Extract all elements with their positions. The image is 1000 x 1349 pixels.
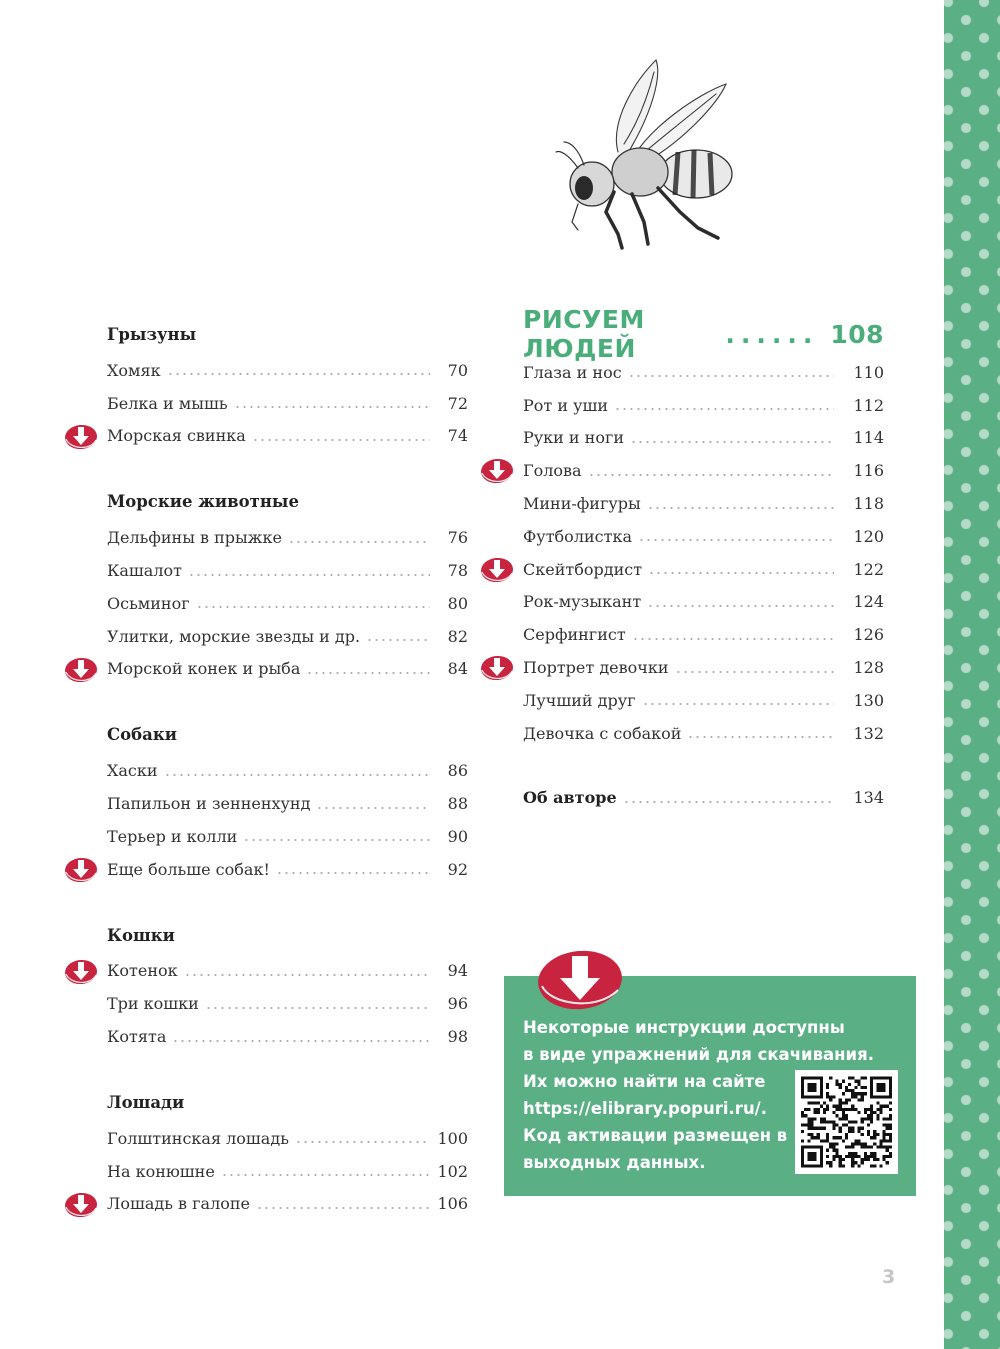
section-heading-title: РИСУЕМ ЛЮДЕЙ — [523, 305, 645, 363]
section-heading-people — [523, 305, 884, 363]
toc-row[interactable] — [480, 651, 884, 684]
section-heading: Кошки — [107, 925, 175, 945]
toc-item-label: Скейтбордист — [523, 560, 648, 579]
dot-leader — [648, 572, 834, 574]
bee-illustration — [548, 52, 748, 264]
dot-leader — [638, 539, 834, 541]
toc-item-page: 90 — [447, 826, 468, 846]
section-heading: Грызуны — [107, 325, 197, 344]
toc-row[interactable] — [64, 387, 468, 420]
dot-leader — [184, 974, 430, 976]
toc-item-page: 134 — [853, 788, 884, 808]
dot-leader — [221, 1174, 430, 1176]
toc-item-label: Глаза и нос — [523, 363, 628, 382]
info-line: Код активации размещен в — [523, 1126, 788, 1145]
toc-item-page: 72 — [447, 393, 468, 413]
toc-item-label: Три кошки — [107, 994, 205, 1013]
toc-section — [64, 316, 468, 452]
toc-item-label: Белка и мышь — [107, 394, 234, 413]
dot-leader — [316, 807, 430, 809]
toc-item-label: Морская свинка — [107, 426, 252, 445]
toc-item-label: На конюшне — [107, 1162, 221, 1181]
toc-item-page: 86 — [447, 761, 468, 781]
toc-item-page: 82 — [447, 626, 468, 646]
dot-leader — [167, 373, 430, 375]
toc-row[interactable] — [64, 955, 468, 988]
toc-item-page: 80 — [447, 593, 468, 613]
toc-section — [64, 1084, 468, 1220]
info-line: https://elibrary.popuri.ru/. — [523, 1099, 767, 1118]
dot-leader — [642, 703, 834, 705]
page-number: 3 — [882, 1266, 896, 1288]
download-info-box — [504, 976, 916, 1196]
toc-row[interactable] — [64, 754, 468, 787]
toc-item-page: 84 — [447, 659, 468, 679]
toc-row-author[interactable] — [480, 782, 884, 815]
toc-row[interactable] — [64, 1020, 468, 1053]
toc-row[interactable] — [64, 653, 468, 686]
toc-item-page: 116 — [853, 461, 884, 481]
toc-row[interactable] — [480, 586, 884, 619]
info-text — [523, 1014, 874, 1176]
download-icon — [480, 556, 514, 583]
toc-item-label: Портрет девочки — [523, 658, 675, 677]
toc-row[interactable] — [480, 422, 884, 455]
toc-item-label: Хаски — [107, 761, 164, 780]
dot-leader — [588, 474, 834, 476]
toc-item-label: Об авторе — [523, 788, 623, 807]
toc-item-page: 130 — [853, 690, 884, 710]
toc-row[interactable] — [480, 389, 884, 422]
toc-row[interactable] — [480, 356, 884, 389]
toc-section — [64, 716, 468, 885]
toc-item-label: Голова — [523, 461, 588, 480]
toc-row[interactable] — [64, 1122, 468, 1155]
download-icon — [64, 856, 98, 883]
dot-leader — [647, 605, 834, 607]
toc-item-label: Дельфины в прыжке — [107, 528, 288, 547]
toc-item-page: 120 — [853, 526, 884, 546]
toc-item-label: Руки и ноги — [523, 428, 630, 447]
toc-item-page: 98 — [447, 1027, 468, 1047]
dot-leader — [630, 441, 834, 443]
dot-leader — [675, 671, 834, 673]
toc-row[interactable] — [480, 717, 884, 750]
dot-leader — [256, 1207, 430, 1209]
toc-item-page: 74 — [447, 426, 468, 446]
toc-row[interactable] — [64, 853, 468, 886]
dot-leader — [647, 507, 834, 509]
toc-item-label: Футболистка — [523, 527, 638, 546]
toc-item-label: Осьминог — [107, 594, 196, 613]
dot-leader — [196, 606, 430, 608]
toc-item-page: 102 — [437, 1161, 468, 1181]
toc-row[interactable] — [64, 820, 468, 853]
toc-item-page: 92 — [447, 859, 468, 879]
toc-item-label: Котенок — [107, 961, 184, 980]
toc-item-page: 114 — [853, 428, 884, 448]
toc-item-page: 88 — [447, 794, 468, 814]
polka-dot-side-stripe — [944, 0, 1000, 1349]
dot-leader — [243, 839, 430, 841]
dot-leader — [188, 574, 430, 576]
dot-leader — [632, 638, 834, 640]
toc-item-label: Кашалот — [107, 561, 188, 580]
dot-leader — [306, 672, 430, 674]
download-icon — [480, 457, 514, 484]
toc-item-label: Девочка с собакой — [523, 724, 687, 743]
toc-item-label: Хомяк — [107, 361, 167, 380]
toc-item-page: 78 — [447, 561, 468, 581]
toc-row[interactable] — [480, 618, 884, 651]
dot-leader — [252, 439, 430, 441]
download-icon — [64, 656, 98, 683]
toc-row[interactable] — [480, 553, 884, 586]
toc-section — [64, 917, 468, 1053]
toc-item-label: Еще больше собак! — [107, 860, 276, 879]
qr-code — [795, 1070, 898, 1174]
section-heading: Собаки — [107, 725, 177, 745]
dot-leader — [276, 872, 430, 874]
toc-item-page: 126 — [853, 625, 884, 645]
toc-row[interactable] — [64, 1188, 468, 1221]
toc-row[interactable] — [64, 787, 468, 820]
download-icon — [64, 958, 98, 985]
dot-leader — [623, 801, 834, 803]
dot-leader — [234, 406, 430, 408]
toc-left-column — [64, 316, 468, 1251]
section-heading: Лошади — [107, 1092, 185, 1112]
toc-item-page: 122 — [853, 559, 884, 579]
toc-item-label: Папильон и зенненхунд — [107, 794, 316, 813]
toc-row[interactable] — [480, 487, 884, 520]
toc-item-label: Улитки, морские звезды и др. — [107, 627, 366, 646]
download-icon — [480, 654, 514, 681]
toc-item-label: Котята — [107, 1027, 172, 1046]
toc-item-page: 94 — [447, 961, 468, 981]
toc-row[interactable] — [64, 354, 468, 387]
toc-item-page: 96 — [447, 994, 468, 1014]
toc-list — [480, 356, 884, 750]
toc-row[interactable] — [64, 620, 468, 653]
toc-item-label: Морской конек и рыба — [107, 659, 306, 678]
toc-item-page: 106 — [437, 1194, 468, 1214]
toc-row[interactable] — [64, 987, 468, 1020]
toc-item-page: 100 — [437, 1128, 468, 1148]
dot-leader — [288, 541, 430, 543]
dot-leader — [205, 1007, 430, 1009]
toc-item-label: Мини-фигуры — [523, 494, 647, 513]
toc-item-page: 110 — [853, 362, 884, 382]
dot-leader — [366, 639, 430, 641]
info-line: Их можно найти на сайте — [523, 1072, 766, 1091]
toc-row[interactable] — [64, 1155, 468, 1188]
toc-row[interactable] — [64, 587, 468, 620]
toc-item-page: 70 — [447, 360, 468, 380]
toc-item-page: 128 — [853, 658, 884, 678]
toc-item-label: Серфингист — [523, 625, 632, 644]
toc-item-page: 76 — [447, 528, 468, 548]
toc-item-label: Лучший друг — [523, 691, 642, 710]
info-line: выходных данных. — [523, 1153, 706, 1172]
toc-item-label: Лошадь в галопе — [107, 1194, 256, 1213]
section-heading-dots: ...... — [725, 319, 819, 349]
toc-row[interactable] — [480, 520, 884, 553]
dot-leader — [687, 736, 834, 738]
section-heading-page: 108 — [830, 319, 884, 349]
toc-row[interactable] — [64, 554, 468, 587]
toc-item-label: Голштинская лошадь — [107, 1129, 295, 1148]
toc-row[interactable] — [64, 521, 468, 554]
info-line: Некоторые инструкции доступны — [523, 1018, 845, 1037]
dot-leader — [172, 1040, 430, 1042]
toc-right-column — [480, 305, 884, 814]
toc-item-page: 118 — [853, 494, 884, 514]
download-icon — [64, 1191, 98, 1218]
dot-leader — [628, 375, 834, 377]
dot-leader — [295, 1141, 430, 1143]
toc-row[interactable] — [64, 420, 468, 453]
toc-row[interactable] — [480, 454, 884, 487]
toc-item-page: 132 — [853, 723, 884, 743]
dot-leader — [164, 774, 430, 776]
dot-leader — [614, 408, 834, 410]
section-heading: Морские животные — [107, 492, 299, 512]
toc-item-label: Рот и уши — [523, 396, 614, 415]
toc-item-page: 112 — [853, 395, 884, 415]
toc-section — [64, 483, 468, 685]
info-line: в виде упражнений для скачивания. — [523, 1045, 874, 1064]
toc-row[interactable] — [480, 684, 884, 717]
toc-item-label: Рок-музыкант — [523, 592, 647, 611]
download-icon — [536, 946, 624, 1012]
toc-item-label: Терьер и колли — [107, 827, 243, 846]
download-icon — [64, 423, 98, 450]
toc-item-page: 124 — [853, 592, 884, 612]
